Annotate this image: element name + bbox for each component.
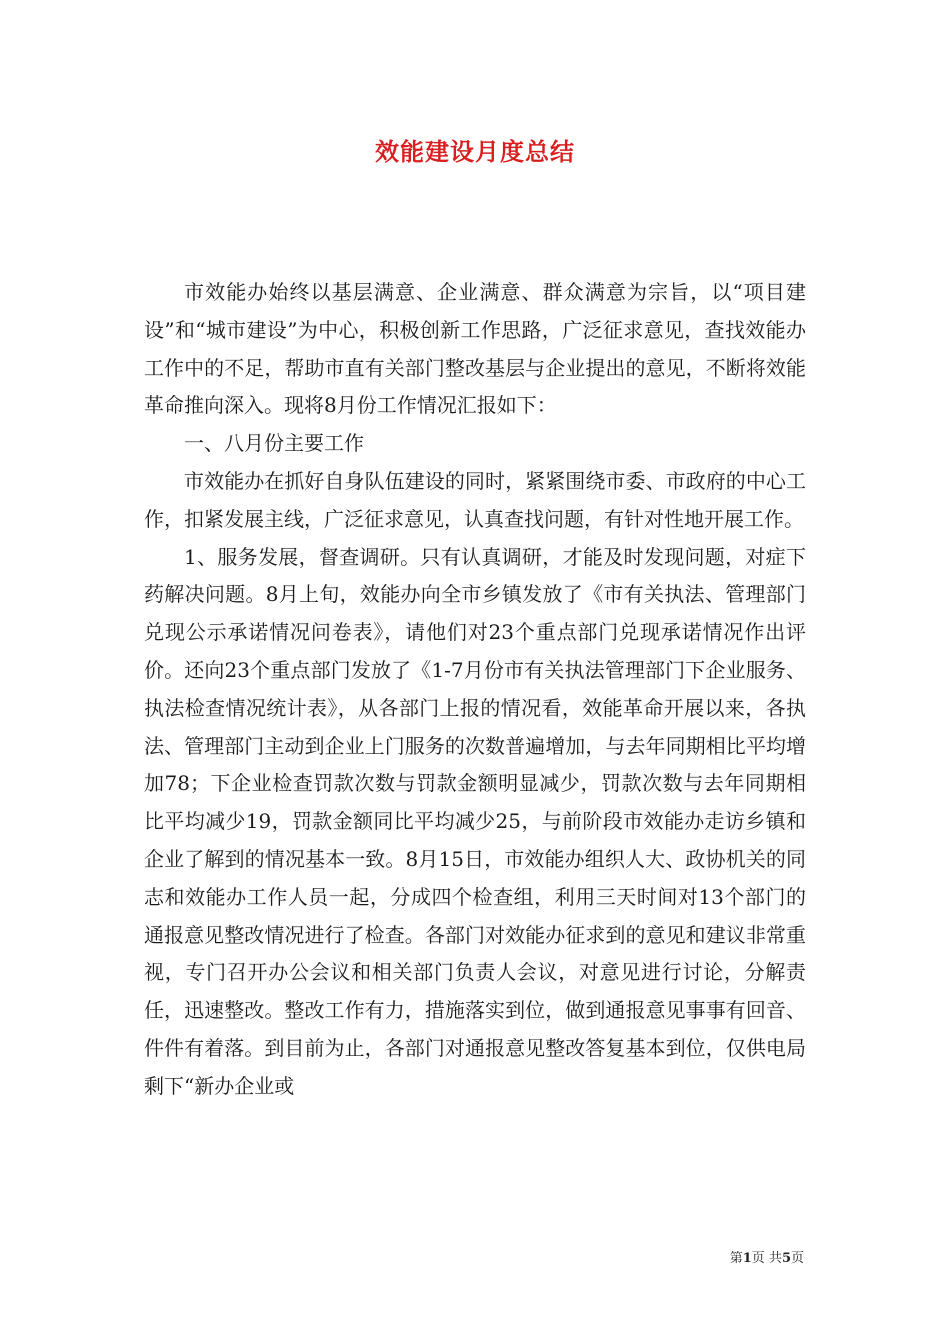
document-body xyxy=(144,274,806,1106)
page-number xyxy=(730,1247,804,1266)
section-heading: 一、八月份主要工作 xyxy=(184,431,364,456)
paragraph-overview: 市效能办在抓好自身队伍建设的同时，紧紧围绕市委、市政府的中心工作，扣紧发展主线，广泛征求意见，认真查找问题，有针对性地开展工作。 xyxy=(144,468,806,531)
paragraph-item-1: 1、服务发展，督查调研。只有认真调研，才能及时发现问题，对症下药解决问题。8月上旬，效能办向全市乡镇发放了《市有关执法、管理部门兑现公示承诺情况问卷表》，请他们对23个重点部门兑现承诺情况作出评价。还向23个重点部门发放了《1-7月份市有关执法管理部门下企业服务、执法检查情况统计表》，从各部门上报的情况看，效能革命开展以来，各执法、管理部门主动到企业上门服务的次数普遍增加，与去年同期相比平均增加78；下企业检查罚款次数与罚款金额明显减少，罚款次数与去年同期相比平均减少19，罚款金额同比平均减少25，与前阶段市效能办走访乡镇和企业了解到的情况基本一致。8月15日，市效能办组织人大、政协机关的同志和效能办工作人员一起，分成四个检查组，利用三天时间对13个部门的通报意见整改情况进行了检查。各部门对效能办征求到的意见和建议非常重视，专门召开办公会议和相关部门负责人会议，对意见进行讨论，分解责任，迅速整改。整改工作有力，措施落实到位，做到通报意见事事有回音、件件有着落。到目前为止，各部门对通报意见整改答复基本到位，仅供电局剩下“新办企业或 xyxy=(144,544,806,1098)
page-number-prefix: 第 xyxy=(729,1251,743,1266)
page-title: 效能建设月度总结 xyxy=(375,137,575,166)
total-pages: 5 xyxy=(781,1251,791,1266)
page-number-middle: 页 共 xyxy=(751,1251,782,1266)
page-number-suffix: 页 xyxy=(790,1251,804,1266)
current-page: 1 xyxy=(742,1251,752,1266)
paragraph-intro: 市效能办始终以基层满意、企业满意、群众满意为宗旨，以“项目建设”和“城市建设”为中心，积极创新工作思路，广泛征求意见，查找效能办工作中的不足，帮助市直有关部门整改基层与企业提出的意见，不断将效能革命推向深入。现将8月份工作情况汇报如下： xyxy=(144,280,806,418)
